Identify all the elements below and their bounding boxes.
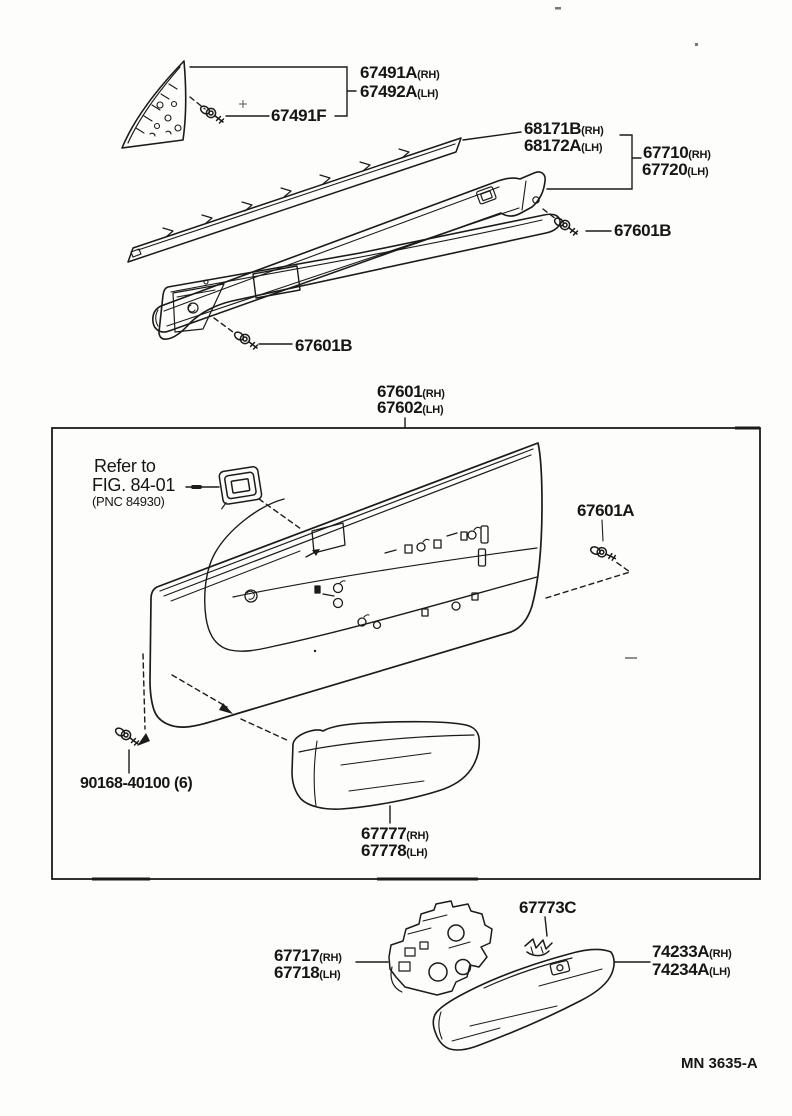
part-label-67710-rh: 67710(RH) bbox=[643, 143, 711, 162]
part-label-67602-lh: 67602(LH) bbox=[377, 398, 444, 417]
part-label-67773c: 67773C bbox=[519, 898, 577, 917]
part-label-67601-rh: 67601(RH) bbox=[377, 382, 445, 401]
part-label-67492a-lh: 67492A(LH) bbox=[360, 82, 439, 101]
switch-bezel-drawing bbox=[216, 466, 263, 509]
part-label-68172a-lh: 68172A(LH) bbox=[524, 136, 603, 155]
pocket-panel-drawing bbox=[433, 950, 614, 1050]
part-label-67601b-lower: 67601B bbox=[295, 336, 353, 355]
part-label-74233a-rh: 74233A(RH) bbox=[652, 942, 732, 961]
armrest-drawing bbox=[292, 722, 479, 809]
door-trim-panel-drawing bbox=[150, 443, 542, 727]
armrest-base-bracket-drawing bbox=[389, 901, 492, 995]
part-label-67778-lh: 67778(LH) bbox=[361, 841, 428, 860]
part-label-67777-rh: 67777(RH) bbox=[361, 824, 429, 843]
clip-icon-67773c bbox=[525, 939, 552, 956]
clip-icon-67601a bbox=[588, 541, 616, 564]
part-label-74234a-lh: 74234A(LH) bbox=[652, 960, 731, 979]
screw-icon-67601b-upper bbox=[553, 216, 577, 235]
part-label-67491a-rh: 67491A(RH) bbox=[360, 63, 440, 82]
refer-note-line1: Refer to bbox=[94, 456, 156, 476]
screw-icon-67601b-lower bbox=[233, 330, 257, 349]
part-label-67601a: 67601A bbox=[577, 501, 635, 520]
part-label-67491f: 67491F bbox=[271, 106, 327, 125]
part-label-67720-lh: 67720(LH) bbox=[642, 160, 709, 179]
part-label-90168-40100: 90168-40100 (6) bbox=[80, 775, 193, 792]
scan-noise bbox=[239, 7, 698, 658]
part-label-67601b-upper: 67601B bbox=[614, 221, 672, 240]
corner-garnish-drawing bbox=[122, 61, 186, 148]
assembly-arrowheads bbox=[137, 703, 233, 746]
part-label-68171b-rh: 68171B(RH) bbox=[524, 119, 604, 138]
dashed-assembly-lines bbox=[143, 97, 630, 741]
weatherstrip-drawing bbox=[128, 138, 461, 262]
screw-icon-67491f bbox=[199, 104, 223, 123]
part-label-67718-lh: 67718(LH) bbox=[274, 963, 341, 982]
drawing-code: MN 3635-A bbox=[681, 1055, 758, 1072]
refer-note-line3: (PNC 84930) bbox=[92, 494, 165, 509]
refer-note-line2: FIG. 84-01 bbox=[92, 475, 176, 495]
screw-icon-90168 bbox=[114, 726, 138, 745]
part-label-67717-rh: 67717(RH) bbox=[274, 946, 342, 965]
